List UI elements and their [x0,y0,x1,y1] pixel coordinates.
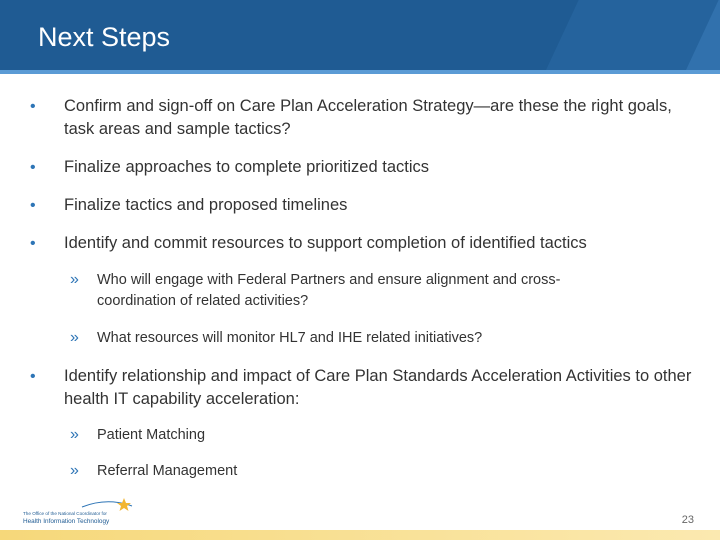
bullet-text: Finalize tactics and proposed timelines [64,196,348,214]
sub-bullet-marker: » [70,426,79,443]
onc-logo [22,498,137,528]
sub-bullet-text: What resources will monitor HL7 and IHE related initiatives? [97,330,483,346]
sub-bullet-marker: » [70,271,79,288]
sub-bullet-text: Patient Matching [97,427,206,443]
sub-bullet-text: Who will engage with Federal Partners and ensure alignment and cross-coordination of related activities? [97,272,561,309]
bullet-text: Identify relationship and impact of Care Plan Standards Acceleration Activities to other health IT capability acceleration: [64,367,692,408]
sub-bullet-text: Referral Management [97,463,238,479]
bullet-marker: • [30,98,36,115]
slide-title: Next Steps [38,22,171,52]
footer-bar [0,530,720,540]
bullet-marker: • [30,368,36,385]
logo-text-line1: The Office of the National Coordinator for [23,511,107,516]
bullet-text: Confirm and sign-off on Care Plan Acceleration Strategy—are these the right goals, task areas and sample tactics? [64,97,672,138]
header-bar [0,0,720,74]
bullet-marker: • [30,159,36,176]
sub-bullet-marker: » [70,462,79,479]
bullet-text: Finalize approaches to complete prioritized tactics [64,158,430,176]
bullet-marker: • [30,197,36,214]
header-underline [0,70,720,74]
page-number: 23 [681,514,694,526]
logo-text-line2: Health Information Technology [23,518,110,525]
bullet-text: Identify and commit resources to support completion of identified tactics [64,234,587,252]
bullet-marker: • [30,235,36,252]
star-icon [117,498,131,511]
sub-bullet-marker: » [70,329,79,346]
